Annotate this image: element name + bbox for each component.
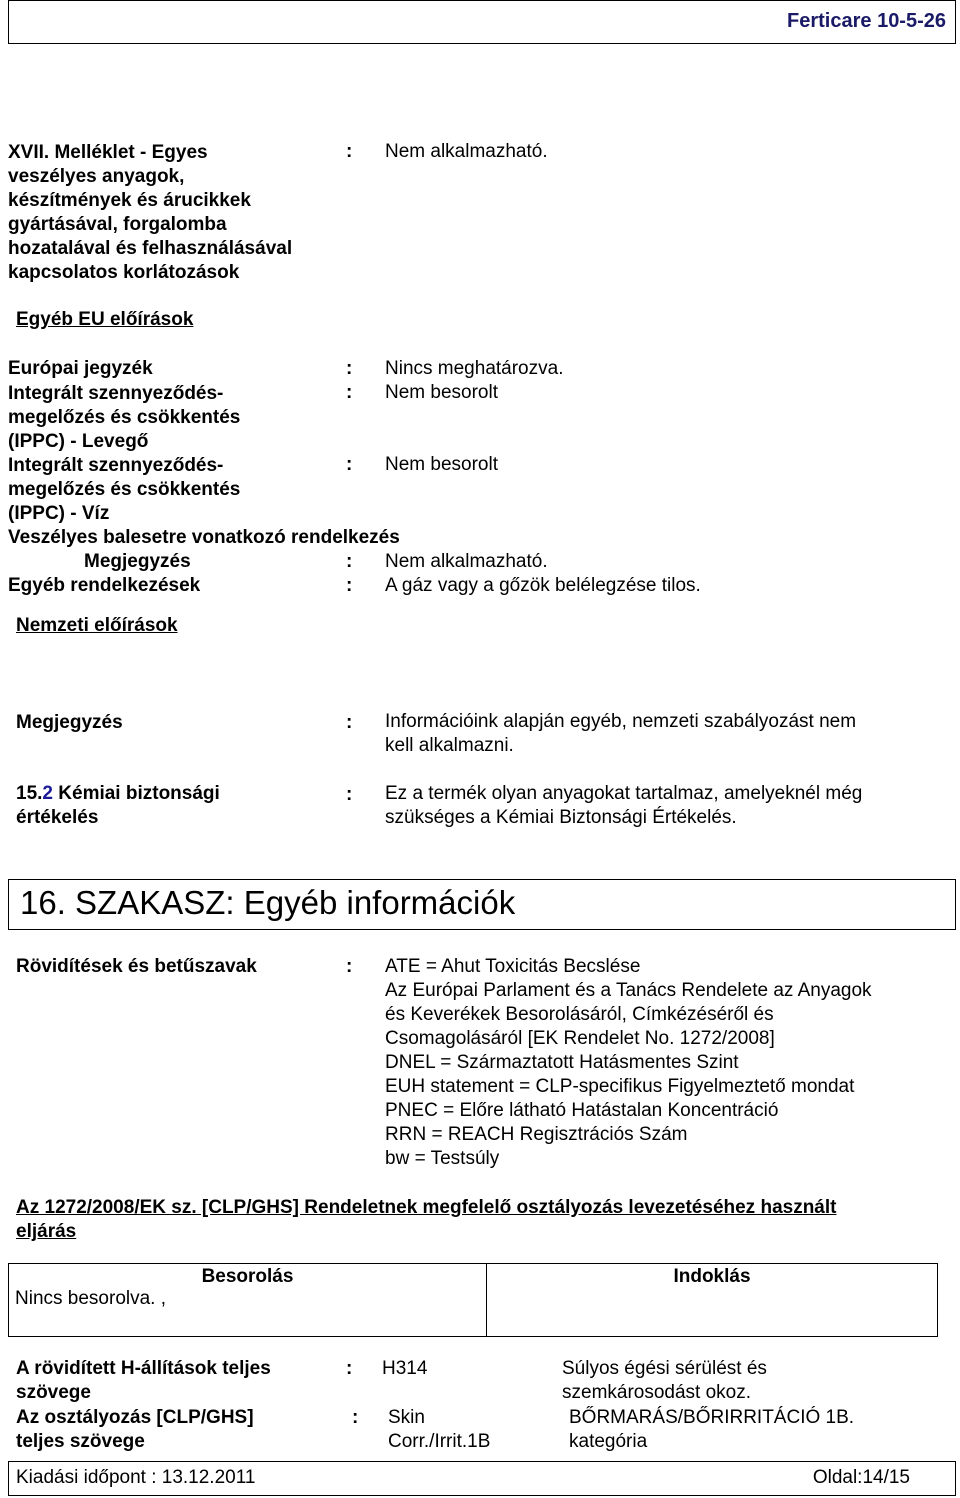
abbrev-line: Csomagolásáról [EK Rendelet No. 1272/2008] — [385, 1028, 775, 1049]
abbrev-line: ATE = Ahut Toxicitás Becslése — [385, 956, 641, 977]
abbrev-line: DNEL = Származtatott Hatásmentes Szint — [385, 1052, 739, 1073]
seveso-note-label: Megjegyzés — [84, 551, 191, 572]
value-line: Ez a termék olyan anyagokat tartalmaz, amelyeknél még — [385, 783, 863, 804]
page-number: Oldal:14/15 — [812, 1467, 910, 1488]
label-line: értékelés — [16, 807, 99, 828]
label-line: megelőzés és csökkentés — [8, 407, 241, 428]
colon: : — [346, 551, 353, 572]
text-line: Súlyos égési sérülést és — [562, 1358, 767, 1379]
h-code: H314 — [382, 1358, 428, 1379]
procedure-heading — [16, 1196, 836, 1244]
label-line: veszélyes anyagok, — [8, 166, 185, 187]
section-subnumber: 2 — [42, 783, 53, 804]
abbrev-line: Az Európai Parlament és a Tanács Rendelete az Anyagok — [385, 980, 872, 1001]
abbrev-line: bw = Testsúly — [385, 1148, 500, 1169]
other-provisions-value: A gáz vagy a gőzök belélegzése tilos. — [385, 575, 701, 596]
label-line: (IPPC) - Víz — [8, 503, 110, 524]
label-line: megelőzés és csökkentés — [8, 479, 241, 500]
table-row — [9, 1264, 938, 1337]
text-line: kategória — [569, 1431, 648, 1452]
colon: : — [346, 784, 353, 805]
table-cell-justification — [487, 1264, 938, 1337]
classification-table — [8, 1263, 938, 1337]
label-line: kapcsolatos korlátozások — [8, 262, 240, 283]
label-line: Az osztályozás [CLP/GHS] — [16, 1407, 254, 1428]
ippc-water-label — [8, 454, 240, 526]
colon: : — [346, 575, 353, 596]
code-line: Skin — [388, 1407, 425, 1428]
annex-xvii-label — [8, 141, 292, 285]
class-code — [388, 1406, 490, 1454]
other-provisions-label: Egyéb rendelkezések — [8, 575, 201, 596]
colon: : — [346, 956, 353, 977]
ippc-air-value: Nem besorolt — [385, 382, 498, 403]
classification-value: Nincs besorolva. , — [15, 1288, 167, 1309]
class-full-label — [16, 1406, 254, 1454]
code-line: Corr./Irrit.1B — [388, 1431, 491, 1452]
heading-line: Az 1272/2008/EK sz. [CLP/GHS] Rendeletnek megfelelő osztályozás levezetéséhez használt — [16, 1197, 837, 1218]
label-line: gyártásával, forgalomba — [8, 214, 227, 235]
label-line: teljes szövege — [16, 1431, 145, 1452]
label-line: szövege — [16, 1382, 91, 1403]
eu-inventory-label: Európai jegyzék — [8, 358, 153, 379]
colon: : — [346, 1358, 353, 1379]
col-header-justification: Indoklás — [673, 1266, 751, 1287]
label-line: Integrált szennyeződés- — [8, 383, 224, 404]
chem-safety-value — [385, 782, 862, 830]
col-header-classification: Besorolás — [201, 1266, 294, 1287]
table-cell-classification — [9, 1264, 487, 1337]
colon: : — [346, 454, 353, 475]
h-text — [562, 1357, 767, 1405]
ippc-water-value: Nem besorolt — [385, 454, 498, 475]
national-note-value — [385, 710, 856, 758]
abbrev-line: és Keverékek Besorolásáról, Címkézéséről és — [385, 1004, 774, 1025]
issue-date: Kiadási időpont : 13.12.2011 — [16, 1467, 256, 1488]
colon: : — [346, 382, 353, 403]
chem-safety-label — [16, 782, 220, 830]
abbrev-label: Rövidítések és betűszavak — [16, 956, 257, 977]
label-line: készítmények és árucikkek — [8, 190, 251, 211]
document-title: Ferticare 10-5-26 — [787, 10, 946, 32]
abbrev-list — [385, 955, 872, 1171]
heading-line: eljárás — [16, 1221, 77, 1242]
h-full-label — [16, 1357, 271, 1405]
value-line: Információink alapján egyéb, nemzeti szabályozást nem — [385, 711, 857, 732]
eu-regs-heading: Egyéb EU előírások — [16, 309, 194, 330]
section16-title: 16. SZAKASZ: Egyéb információk — [20, 884, 516, 921]
label-line: (IPPC) - Levegő — [8, 431, 149, 452]
annex-xvii-value: Nem alkalmazható. — [385, 141, 548, 162]
ippc-air-label — [8, 382, 240, 454]
text-line: szemkárosodást okoz. — [562, 1382, 752, 1403]
abbrev-line: PNEC = Előre látható Hatástalan Koncentráció — [385, 1100, 779, 1121]
text-line: BŐRMARÁS/BŐRIRRITÁCIÓ 1B. — [569, 1407, 855, 1428]
colon: : — [346, 358, 353, 379]
colon: : — [346, 141, 353, 162]
national-note-label: Megjegyzés — [16, 712, 123, 733]
abbrev-line: EUH statement = CLP-specifikus Figyelmeztető mondat — [385, 1076, 855, 1097]
value-line: szükséges a Kémiai Biztonsági Értékelés. — [385, 807, 737, 828]
label-line: Integrált szennyeződés- — [8, 455, 224, 476]
section-number: 15. — [16, 783, 43, 804]
abbrev-line: RRN = REACH Regisztrációs Szám — [385, 1124, 688, 1145]
class-text — [569, 1406, 854, 1454]
value-line: kell alkalmazni. — [385, 735, 514, 756]
seveso-note-value: Nem alkalmazható. — [385, 551, 548, 572]
national-heading: Nemzeti előírások — [16, 615, 178, 636]
label-line: hozatalával és felhasználásával — [8, 238, 293, 259]
colon: : — [346, 712, 353, 733]
colon: : — [352, 1407, 359, 1428]
label-line: A rövidített H-állítások teljes — [16, 1358, 271, 1379]
eu-inventory-value: Nincs meghatározva. — [385, 358, 564, 379]
seveso-heading: Veszélyes balesetre vonatkozó rendelkezés — [8, 527, 400, 548]
label-line: XVII. Melléklet - Egyes — [8, 142, 208, 163]
label-text: Kémiai biztonsági — [53, 783, 220, 804]
